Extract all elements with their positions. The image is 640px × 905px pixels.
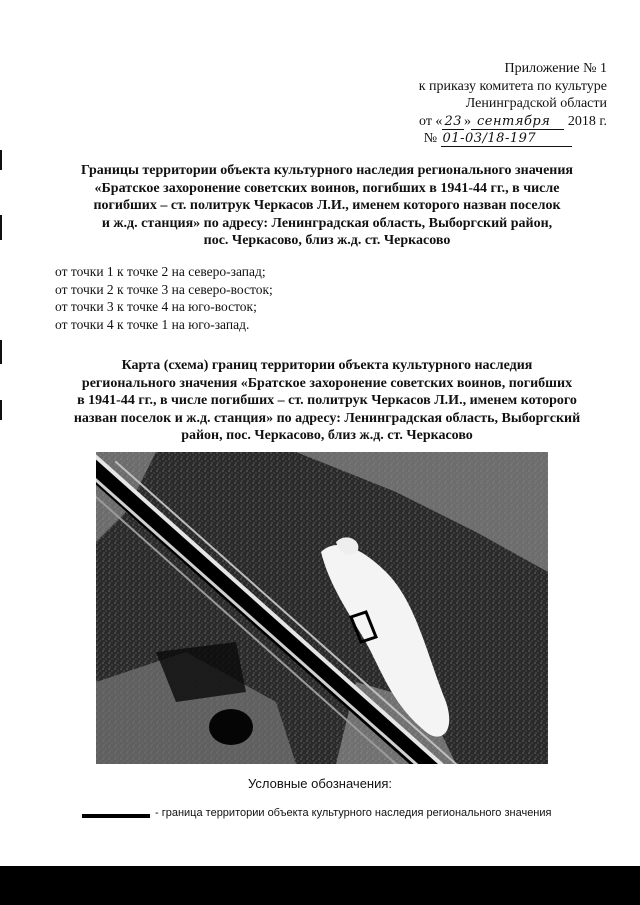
legend-boundary-line	[82, 814, 150, 818]
boundary-item: от точки 2 к точке 3 на северо-восток;	[55, 281, 273, 297]
date-day: 23	[444, 113, 462, 129]
title-line: Карта (схема) границ территории объекта культурного наследия	[121, 358, 533, 373]
boundary-item: от точки 3 к точке 4 на юго-восток;	[55, 299, 257, 315]
boundary-item: от точки 1 к точке 2 на северо-запад;	[55, 264, 266, 279]
scan-mark	[0, 150, 2, 170]
scan-bottom-edge	[0, 866, 640, 905]
boundaries-list	[55, 263, 273, 333]
appendix-number	[419, 130, 607, 148]
scan-mark	[0, 340, 2, 364]
map-title	[52, 357, 602, 445]
appendix-line: к приказу комитета по культуре	[418, 78, 607, 94]
title-line: Границы территории объекта культурного наследия регионального значения	[80, 163, 573, 178]
title-line: назван поселок и ж.д. станция» по адресу: Ленинградская область, Выборгский	[73, 410, 581, 426]
appendix-block	[419, 60, 607, 148]
legend-title: Условные обозначения:	[247, 776, 393, 791]
aerial-map	[96, 452, 548, 764]
title-line: район, пос. Черкасово, близ ж.д. ст. Черкасово	[181, 428, 473, 444]
title-line: в 1941-44 гг., в числе погибших – ст. политрук Черкасов Л.И., именем которого	[77, 393, 577, 409]
appendix-line: Приложение № 1	[504, 61, 607, 76]
aerial-map-image	[96, 452, 548, 764]
scan-mark	[0, 400, 2, 420]
date-mid: »	[463, 113, 471, 129]
legend-boundary-label: - граница территории объекта культурного наследия регионального значения	[155, 807, 552, 819]
date-prefix: от «	[419, 113, 443, 129]
title-line: регионального значения «Братское захоронение советских воинов, погибших	[81, 375, 573, 391]
number-prefix: №	[423, 131, 438, 146]
boundaries-title	[52, 162, 602, 250]
title-line: и ж.д. станция» по адресу: Ленинградская область, Выборгский район,	[101, 215, 553, 231]
scan-mark	[0, 215, 2, 240]
date-month: сентября	[471, 114, 564, 130]
date-year: 2018 г.	[567, 113, 607, 129]
title-line: «Братское захоронение советских воинов, погибших в 1941-44 гг., в числе	[94, 180, 560, 196]
title-line: пос. Черкасово, близ ж.д. ст. Черкасово	[203, 233, 451, 249]
appendix-date	[419, 113, 607, 131]
title-line: погибших – ст. политрук Черкасов Л.И., именем которого назван поселок	[93, 198, 561, 214]
boundary-item: от точки 4 к точке 1 на юго-запад.	[55, 316, 250, 332]
appendix-line: Ленинградской области	[465, 96, 607, 111]
number-value: 01-03/18-197	[441, 131, 573, 147]
